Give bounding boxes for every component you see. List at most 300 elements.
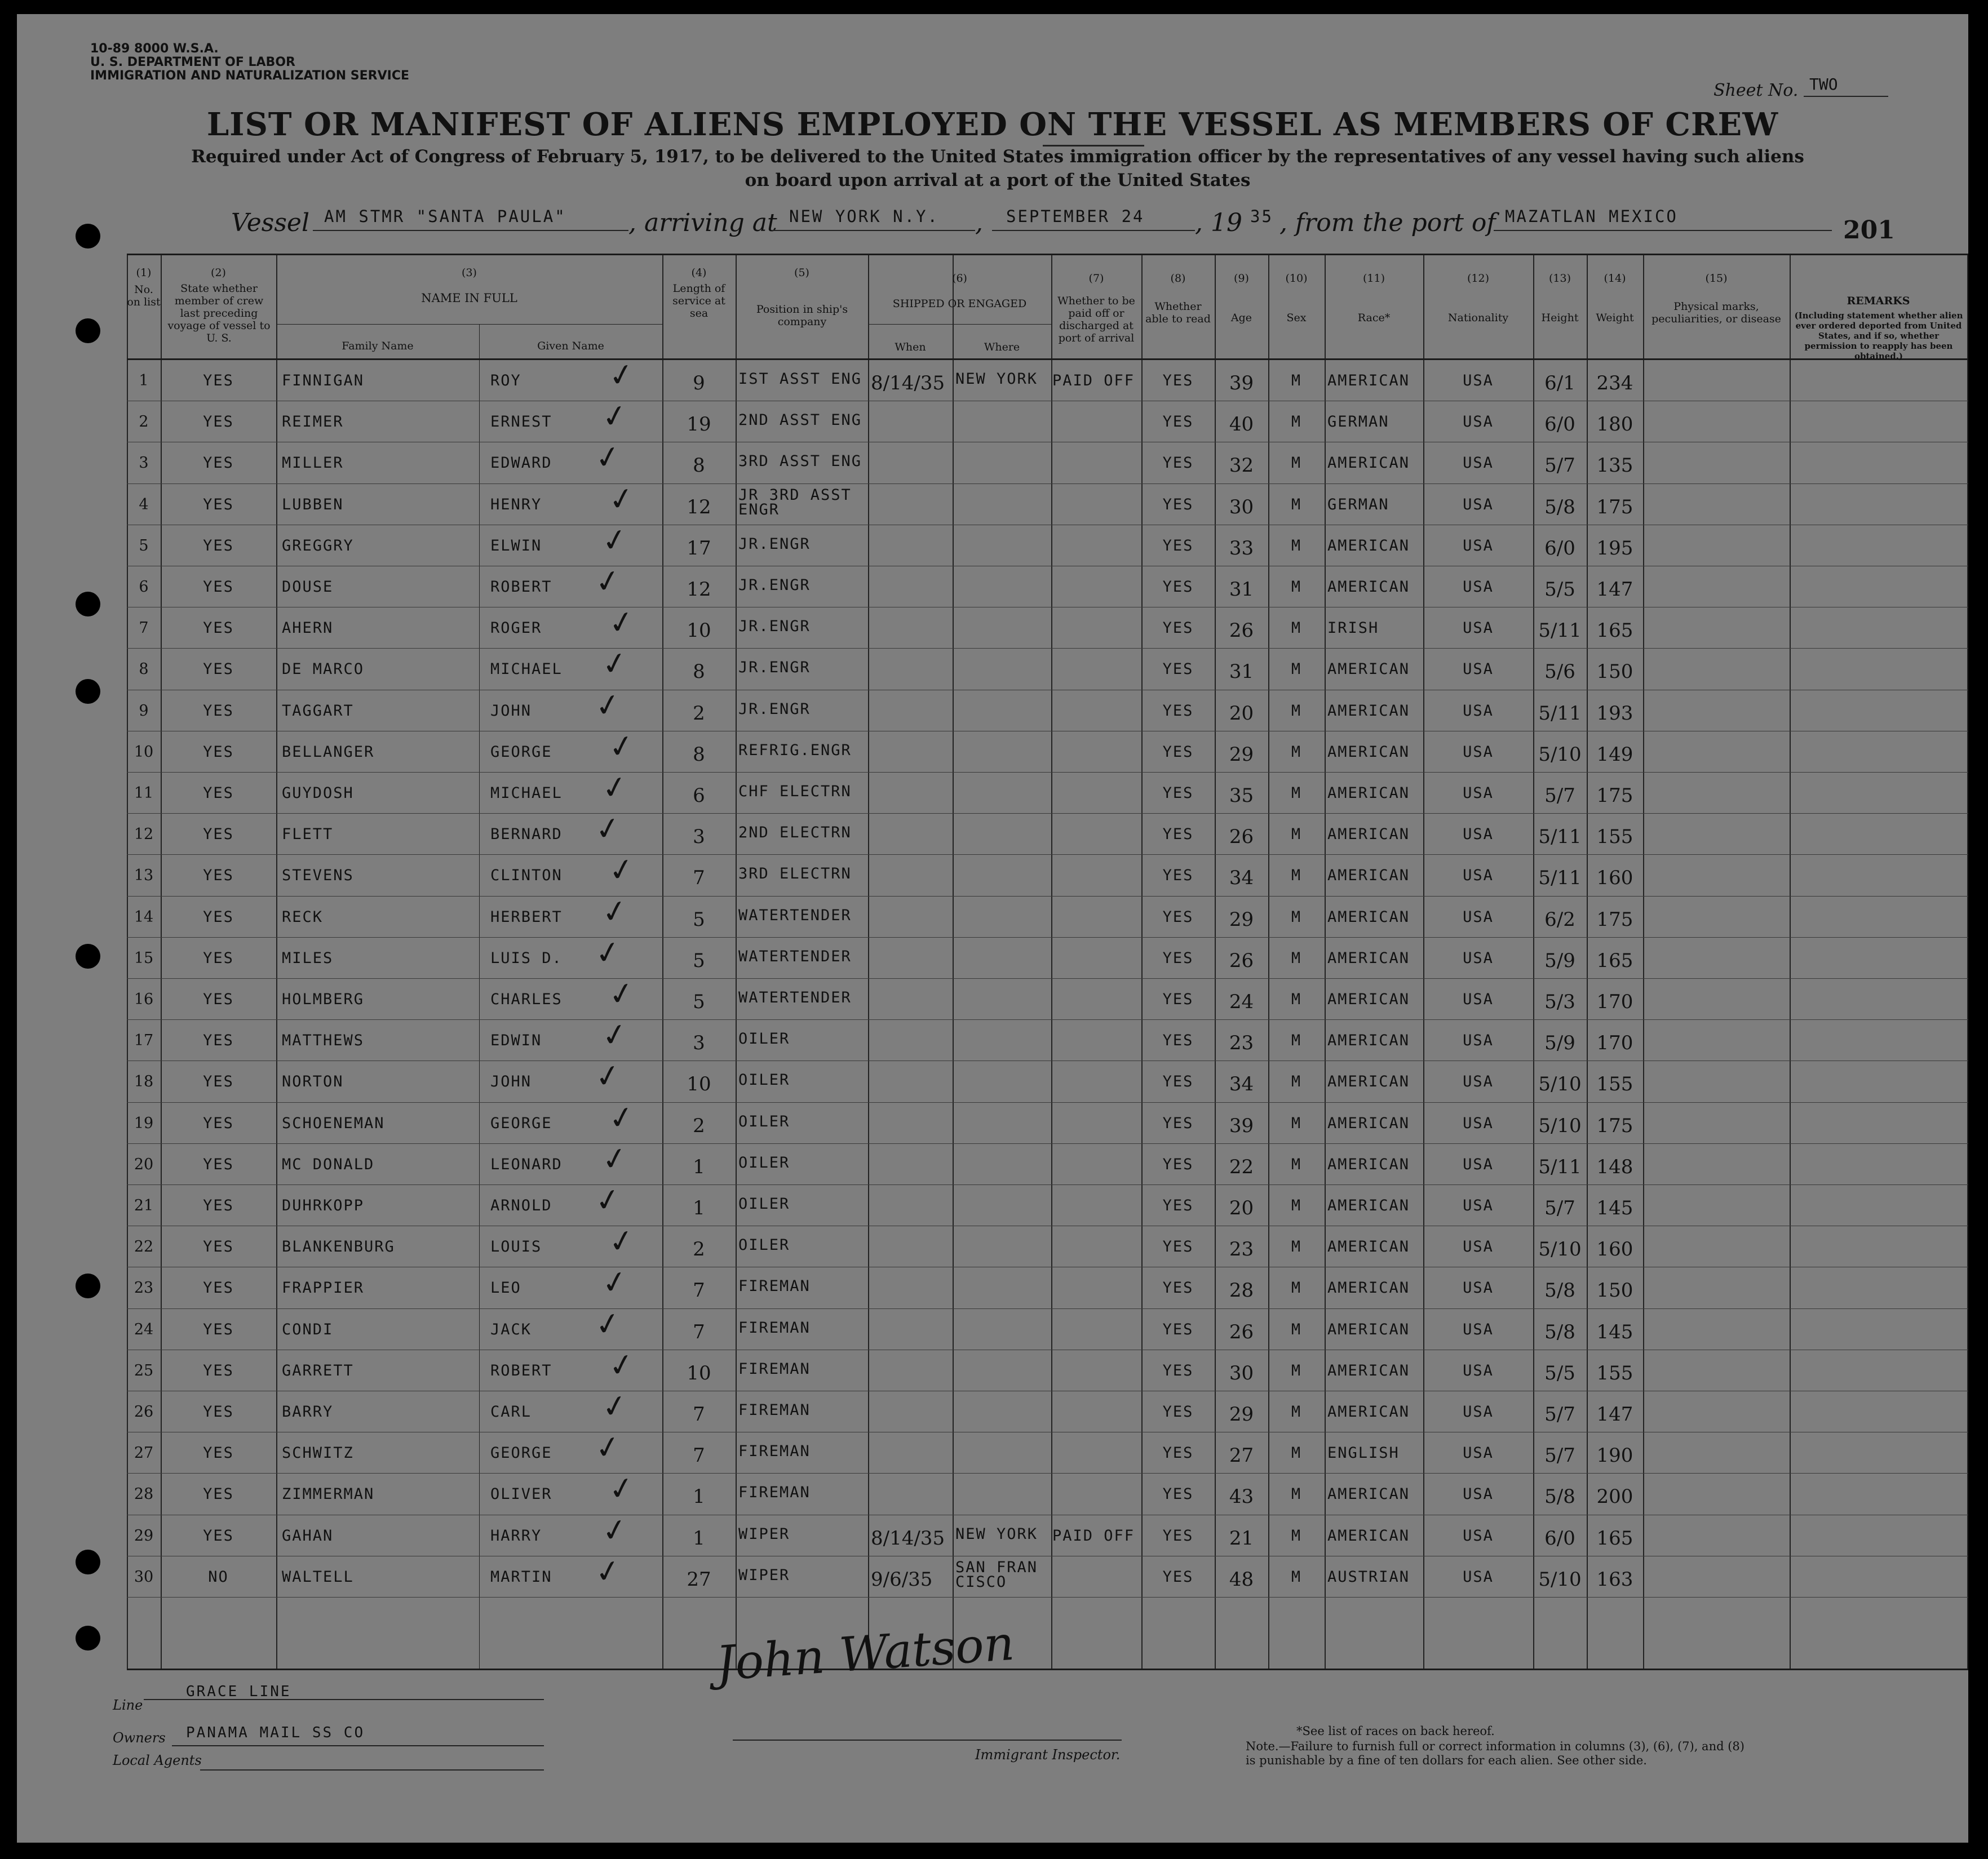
cell-race: AMERICAN: [1327, 702, 1410, 720]
cell-position: JR.ENGR: [738, 618, 811, 636]
checkmark-icon: ✓: [592, 1304, 624, 1344]
col-num-4: (4): [691, 267, 707, 279]
cell-sex: M: [1291, 495, 1302, 513]
cell-given: JOHN: [490, 702, 532, 720]
cell-no: 9: [139, 702, 149, 720]
cell-race: AMERICAN: [1327, 908, 1410, 926]
cell-position: WIPER: [738, 1566, 790, 1584]
checkmark-icon: ✓: [599, 396, 631, 436]
checkmark-icon: ✓: [605, 1221, 637, 1261]
cell-weight: 170: [1596, 1032, 1633, 1055]
cell-sex: M: [1291, 1320, 1302, 1338]
col-header-when: When: [895, 341, 926, 353]
cell-family: NORTON: [282, 1073, 344, 1091]
cell-age: 40: [1229, 413, 1254, 436]
cell-position: REFRIG.ENGR: [738, 741, 852, 759]
col-num-10: (10): [1285, 272, 1308, 285]
cell-given: CHARLES: [490, 991, 563, 1008]
cell-height: 5/7: [1544, 1197, 1575, 1219]
row-divider: [127, 937, 1968, 938]
signature: John Watson: [714, 1615, 1016, 1692]
cell-age: 31: [1229, 578, 1254, 601]
cell-no: 21: [134, 1197, 154, 1214]
cell-sex: M: [1291, 784, 1302, 802]
cell-sex: M: [1291, 1073, 1302, 1091]
cell-weight: 145: [1596, 1197, 1633, 1219]
cell-family: LUBBEN: [282, 495, 344, 513]
col-num-1: (1): [136, 267, 152, 279]
cell-height: 5/9: [1544, 1032, 1575, 1055]
cell-service: 17: [687, 536, 711, 560]
cell-weight: 195: [1596, 536, 1633, 560]
cell-age: 23: [1229, 1032, 1254, 1055]
cell-service: 1: [693, 1197, 705, 1219]
page-title: LIST OR MANIFEST OF ALIENS EMPLOYED ON THE VESSEL AS MEMBERS OF CREW: [206, 106, 1779, 143]
cell-weight: 190: [1596, 1444, 1633, 1467]
cell-read: YES: [1162, 1361, 1194, 1379]
col-header-position: Position in ship's company: [756, 303, 848, 328]
cell-family: HOLMBERG: [282, 991, 365, 1008]
cell-read: YES: [1162, 991, 1194, 1008]
cell-family: ZIMMERMAN: [282, 1485, 375, 1503]
cell-family: BARRY: [282, 1403, 334, 1421]
cell-given: HERBERT: [490, 908, 563, 926]
col-num-2: (2): [211, 267, 226, 279]
cell-no: 1: [139, 372, 149, 389]
cell-weight: 200: [1596, 1485, 1633, 1509]
cell-prev: YES: [203, 991, 234, 1008]
cell-weight: 160: [1596, 867, 1633, 890]
cell-given: MARTIN: [490, 1568, 552, 1586]
col-header-prev-voyage: State whether member of crew last preceding voyage of vessel to U. S.: [167, 282, 271, 344]
service-name: IMMIGRATION AND NATURALIZATION SERVICE: [90, 69, 410, 83]
cell-family: MC DONALD: [282, 1155, 375, 1173]
checkmark-icon: ✓: [592, 561, 624, 601]
cell-read: YES: [1162, 1403, 1194, 1421]
cell-height: 5/10: [1538, 743, 1582, 766]
cell-sex: M: [1291, 743, 1302, 761]
cell-position: WIPER: [738, 1525, 790, 1543]
manifest-number: 201: [1843, 216, 1895, 245]
col-num-11: (11): [1362, 272, 1385, 285]
cell-service: 8: [693, 743, 705, 766]
cell-no: 19: [134, 1114, 154, 1132]
punch-hole: [76, 592, 100, 616]
cell-race: AMERICAN: [1327, 578, 1410, 596]
cell-no: 5: [139, 536, 149, 554]
cell-when: 8/14/35: [871, 372, 945, 394]
cell-given: MICHAEL: [490, 660, 563, 678]
cell-sex: M: [1291, 1197, 1302, 1214]
cell-position: OILER: [738, 1112, 790, 1130]
cell-no: 29: [134, 1527, 154, 1545]
cell-age: 29: [1229, 743, 1254, 766]
col-header-shipped: SHIPPED OR ENGAGED: [892, 298, 1027, 310]
cell-family: CONDI: [282, 1320, 334, 1338]
cell-weight: 175: [1596, 908, 1633, 931]
cell-nat: USA: [1463, 908, 1494, 926]
cell-race: AMERICAN: [1327, 1073, 1410, 1091]
manifest-page: 10-89 8000 W.S.A. U. S. DEPARTMENT OF LABOR IMMIGRATION AND NATURALIZATION SERVICE Sheet No. TWO LIST OR MANIFEST OF ALIENS EMPLOYED ON THE VESSEL AS MEMBERS OF CREW Required under Act of Congress of February 5, 1917, to be delivered to the United States immigration officer by the representatives of any vessel having such aliens on board upon arrival at a port of the United States Vessel AM STMR "SANTA PAULA" , arriving at NEW YORK N.Y. , SEPTEMBER 24 , 19 35 , from the port of MAZATLAN MEXICO 201 (1) No. on list (2) State whether member of crew last preceding voyage of vessel to U. S. (3) NAME IN FULL Family Name Given Name (4) Length of service at sea (5) Position in ship's company (6) SHIPPED OR ENGAGED When Where (7) Whether to be paid off or discharged at port of arrival (8) Whether able to read (9) Age (10) Sex (11) Race* (12) Nationality (13) Height (14) Weight (15) Physical marks, peculiarities, or disease REMARKS (Including statement whether alien ever ordered deported from United States, and if so, whether permission to reapply has been obtained.) 1 YES FINNIGAN ROY 9 IST ASST ENG 8/14/35 NEW YORK PAID OFF YES 39 M AMERICAN USA 6/1 234 ✓ 2 YES REIMER ERNEST 19 2ND ASST ENG YES 40 M GERMAN USA 6/0 180 ✓ 3 YES MILLER EDWARD 8 3RD ASST ENG YES 32 M AMERICAN USA 5/7 135 ✓ 4 YES LUBBEN HENRY 12 JR 3RD ASST ENGR YES 30 M GERMAN USA 5/8 175 ✓ 5 YES GREGGRY ELWIN 17 JR.ENGR YES 33 M AMERICAN USA 6/0 195 ✓ 6 YES DOUSE ROBERT 12 JR.ENGR YES 31 M AMERICAN USA 5/5 147 ✓ 7 YES AHERN ROGER 10 JR.ENGR YES 26 M IRISH USA 5/11 165 ✓ 8 YES DE MARCO MICHAEL 8 JR.ENGR YES 31 M AMERICAN USA 5/6 150 ✓ 9 YES TAGGART JOHN 2 JR.ENGR YES 20 M AMERICAN USA 5/11 193 ✓ 10 YES BELLANGER GEORGE 8 REFRIG.ENGR YES 29 M AMERICAN USA 5/10 149 ✓ 11 YES GUYDOSH MICHAEL 6 CHF ELECTRN YES 35 M AMERICAN USA 5/7 175 ✓ 12 YES FLETT BERNARD 3 2ND ELECTRN YES 26 M AMERICAN USA 5/11 155 ✓ 13 YES STEVENS CLINTON 7 3RD ELECTRN YES 34 M AMERICAN USA 5/11 160 ✓ 14 YES RECK HERBERT 5 WATERTENDER YES 29 M AMERICAN USA 6/2 175 ✓ 15 YES MILES LUIS D. 5 WATERTENDER YES 26 M AMERICAN USA 5/9 165 ✓ 16 YES HOLMBERG CHARLES 5 WATERTENDER YES 24 M AMERICAN USA 5/3 170 ✓ 17 YES MATTHEWS EDWIN 3 OILER YES 23 M AMERICAN USA 5/9 170 ✓ 18 YES NORTON JOHN 10 OILER YES 34 M AMERICAN USA 5/10 155 ✓ 19 YES SCHOENEMAN GEORGE 2 OILER YES 39 M AMERICAN USA 5/10 175 ✓ 20 YES MC DONALD LEONARD 1 OILER YES 22 M AMERICAN USA 5/11 148 ✓ 21 YES DUHRKOPP ARNOLD 1 OILER YES 20 M AMERICAN USA 5/7 145 ✓ 22 YES BLANKENBURG LOUIS 2 OILER YES 23 M AMERICAN USA 5/10 160 ✓ 23 YES FRAPPIER LEO 7 FIREMAN YES 28 M AMERICAN USA 5/8 150 ✓ 24 YES CONDI JACK 7 FIREMAN YES 26 M AMERICAN USA 5/8 145 ✓ 25 YES GARRETT ROBERT 10 FIREMAN YES 30 M AMERICAN USA 5/5 155 ✓ 26 YES BARRY CARL 7 FIREMAN YES 29 M AMERICAN USA 5/7 147 ✓ 27 YES SCHWITZ GEORGE 7 FIREMAN YES 27 M ENGLISH USA 5/7 190 ✓ 28 YES ZIMMERMAN OLIVER 1 FIREMAN YES 43 M AMERICAN USA 5/8 200 ✓ 29 YES GAHAN HARRY 1 WIPER 8/14/35 NEW YORK PAID OFF YES 21 M AMERICAN USA 6/0 165 ✓ 30 NO WALTELL MARTIN 27 WIPER 9/6/35 SAN FRAN CISCO YES 48 M AUSTRIAN USA 5/10 163 ✓ Line GRACE LINE Owners PANAMA MAIL SS CO Local Agents John Watson Immigrant Inspector. *See list of races on back hereof. Note.—Failure to furnish full or correct information in columns (3), (6), (7), and (8) is punishable by a fine of ten dollars for each alien. See other side.: [17, 14, 1968, 1843]
cell-sex: M: [1291, 908, 1302, 926]
cell-given: HENRY: [490, 495, 542, 513]
cell-height: 5/7: [1544, 784, 1575, 807]
cell-position: 2ND ELECTRN: [738, 824, 852, 842]
cell-nat: USA: [1463, 1238, 1494, 1256]
cell-height: 5/10: [1538, 1238, 1582, 1261]
form-header: [90, 42, 409, 83]
cell-prev: YES: [203, 495, 234, 513]
cell-age: 26: [1229, 619, 1254, 642]
cell-position: OILER: [738, 1195, 790, 1213]
cell-position: JR.ENGR: [738, 700, 811, 718]
cell-read: YES: [1162, 454, 1194, 472]
col-num-5: (5): [794, 267, 809, 279]
cell-no: 24: [134, 1320, 154, 1338]
sheet-number: TWO: [1809, 75, 1838, 94]
cell-weight: 147: [1596, 578, 1633, 601]
cell-position: 3RD ELECTRN: [738, 865, 852, 883]
cell-age: 30: [1229, 1361, 1254, 1385]
cell-height: 5/5: [1544, 578, 1575, 601]
col-num-7: (7): [1088, 272, 1104, 285]
cell-nat: USA: [1463, 660, 1494, 678]
checkmark-icon: ✓: [605, 355, 637, 395]
cell-age: 21: [1229, 1527, 1254, 1550]
row-divider: [127, 978, 1968, 979]
cell-no: 28: [134, 1485, 154, 1503]
cell-age: 39: [1229, 1114, 1254, 1137]
cell-nat: USA: [1463, 1444, 1494, 1462]
cell-nat: USA: [1463, 1568, 1494, 1586]
cell-given: ERNEST: [490, 413, 552, 431]
cell-nat: USA: [1463, 619, 1494, 637]
cell-prev: YES: [203, 372, 234, 389]
cell-service: 10: [687, 1073, 711, 1096]
cell-where: NEW YORK: [955, 1525, 1038, 1543]
col-header-where: Where: [984, 341, 1020, 353]
col-num-9: (9): [1234, 272, 1249, 285]
cell-given: GEORGE: [490, 743, 552, 761]
cell-weight: 165: [1596, 619, 1633, 642]
cell-service: 5: [693, 908, 705, 931]
col-header-weight: Weight: [1596, 312, 1634, 324]
cell-weight: 163: [1596, 1568, 1633, 1591]
cell-nat: USA: [1463, 1073, 1494, 1091]
cell-service: 7: [693, 1320, 705, 1343]
cell-prev: YES: [203, 1238, 234, 1256]
cell-given: JACK: [490, 1320, 532, 1338]
cell-height: 5/9: [1544, 949, 1575, 972]
cell-position: JR.ENGR: [738, 659, 811, 677]
cell-nat: USA: [1463, 1032, 1494, 1050]
cell-family: WALTELL: [282, 1568, 354, 1586]
cell-nat: USA: [1463, 702, 1494, 720]
cell-prev: NO: [208, 1568, 229, 1586]
cell-race: GERMAN: [1327, 495, 1389, 513]
col-header-nationality: Nationality: [1447, 312, 1509, 324]
cell-service: 27: [687, 1568, 711, 1591]
cell-position: WATERTENDER: [738, 989, 852, 1006]
row-divider: [127, 1308, 1968, 1309]
row-divider: [127, 483, 1968, 484]
cell-age: 32: [1229, 454, 1254, 477]
cell-height: 5/8: [1544, 495, 1575, 518]
cell-given: CLINTON: [490, 867, 563, 885]
cell-height: 5/8: [1544, 1279, 1575, 1302]
local-agents-label: Local Agents: [113, 1752, 202, 1768]
cell-height: 5/7: [1544, 1444, 1575, 1467]
checkmark-icon: ✓: [605, 602, 637, 642]
cell-race: AMERICAN: [1327, 1485, 1410, 1503]
cell-prev: YES: [203, 578, 234, 596]
cell-sex: M: [1291, 1444, 1302, 1462]
cell-race: AMERICAN: [1327, 1238, 1410, 1256]
cell-service: 2: [693, 1114, 705, 1137]
cell-service: 7: [693, 867, 705, 890]
cell-height: 5/11: [1538, 619, 1582, 642]
cell-family: SCHOENEMAN: [282, 1114, 385, 1132]
checkmark-icon: ✓: [605, 1345, 637, 1385]
cell-service: 5: [693, 991, 705, 1013]
cell-height: 5/11: [1538, 1155, 1582, 1178]
cell-read: YES: [1162, 1114, 1194, 1132]
cell-service: 12: [687, 578, 711, 601]
row-divider: [127, 1102, 1968, 1103]
cell-family: GREGGRY: [282, 536, 354, 554]
from-label: , from the port of: [1279, 208, 1496, 237]
cell-no: 18: [134, 1073, 154, 1091]
cell-family: GAHAN: [282, 1527, 334, 1545]
cell-age: 48: [1229, 1568, 1254, 1591]
cell-sex: M: [1291, 867, 1302, 885]
cell-service: 19: [687, 413, 711, 436]
cell-service: 2: [693, 702, 705, 725]
cell-age: 26: [1229, 949, 1254, 972]
page-subtitle: Required under Act of Congress of February 5, 1917, to be delivered to the United States immigration officer by the representatives of any vessel having such aliens on board upon arrival at a port of the United States: [191, 147, 1804, 190]
cell-read: YES: [1162, 495, 1194, 513]
cell-nat: USA: [1463, 372, 1494, 389]
checkmark-icon: ✓: [599, 1262, 631, 1302]
cell-position: 3RD ASST ENG: [738, 452, 862, 471]
cell-sex: M: [1291, 826, 1302, 844]
arriving-label: , arriving at: [628, 208, 777, 237]
cell-read: YES: [1162, 702, 1194, 720]
cell-given: EDWIN: [490, 1032, 542, 1050]
cell-nat: USA: [1463, 743, 1494, 761]
cell-no: 3: [139, 454, 149, 472]
cell-height: 6/1: [1544, 372, 1575, 394]
cell-nat: USA: [1463, 1197, 1494, 1214]
cell-sex: M: [1291, 372, 1302, 389]
cell-weight: 175: [1596, 495, 1633, 518]
cell-height: 5/11: [1538, 867, 1582, 890]
col-header-remarks: REMARKS: [1847, 295, 1910, 307]
checkmark-icon: ✓: [605, 850, 637, 890]
cell-given: ROY: [490, 372, 521, 389]
cell-read: YES: [1162, 908, 1194, 926]
cell-service: 7: [693, 1444, 705, 1467]
cell-prev: YES: [203, 1155, 234, 1173]
col-header-name: NAME IN FULL: [421, 291, 517, 305]
cell-position: FIREMAN: [738, 1443, 811, 1461]
line-value: GRACE LINE: [186, 1683, 291, 1700]
cell-family: GUYDOSH: [282, 784, 354, 802]
cell-prev: YES: [203, 1444, 234, 1462]
cell-service: 7: [693, 1279, 705, 1302]
cell-weight: 234: [1596, 372, 1633, 394]
cell-no: 16: [134, 991, 154, 1008]
cell-read: YES: [1162, 1279, 1194, 1297]
cell-no: 15: [134, 949, 154, 967]
cell-race: AMERICAN: [1327, 372, 1410, 389]
cell-family: REIMER: [282, 413, 344, 431]
cell-sex: M: [1291, 1527, 1302, 1545]
cell-age: 29: [1229, 908, 1254, 931]
cell-weight: 148: [1596, 1155, 1633, 1178]
cell-prev: YES: [203, 1361, 234, 1379]
cell-sex: M: [1291, 1485, 1302, 1503]
row-divider: [127, 1473, 1968, 1474]
cell-no: 2: [139, 413, 149, 431]
cell-race: AMERICAN: [1327, 1361, 1410, 1379]
cell-no: 20: [134, 1155, 154, 1173]
cell-given: LUIS D.: [490, 949, 563, 967]
cell-position: OILER: [738, 1236, 790, 1254]
cell-weight: 135: [1596, 454, 1633, 477]
col-header-given-name: Given Name: [537, 340, 604, 352]
cell-no: 6: [139, 578, 149, 596]
cell-read: YES: [1162, 1073, 1194, 1091]
cell-prev: YES: [203, 867, 234, 885]
cell-given: BERNARD: [490, 826, 563, 844]
cell-race: AMERICAN: [1327, 784, 1410, 802]
cell-given: ROBERT: [490, 578, 552, 596]
cell-sex: M: [1291, 1238, 1302, 1256]
col-num-14: (14): [1604, 272, 1626, 285]
row-divider: [127, 1143, 1968, 1144]
cell-when: 9/6/35: [871, 1568, 933, 1591]
cell-prev: YES: [203, 454, 234, 472]
cell-given: HARRY: [490, 1527, 542, 1545]
cell-service: 8: [693, 454, 705, 477]
cell-read: YES: [1162, 1238, 1194, 1256]
cell-no: 11: [134, 784, 154, 802]
cell-prev: YES: [203, 1197, 234, 1214]
cell-race: AMERICAN: [1327, 1114, 1410, 1132]
cell-weight: 165: [1596, 1527, 1633, 1550]
cell-height: 6/0: [1544, 1527, 1575, 1550]
cell-height: 5/8: [1544, 1320, 1575, 1343]
arriving-port: NEW YORK N.Y.: [789, 207, 939, 226]
cell-family: BLANKENBURG: [282, 1238, 395, 1256]
cell-race: AUSTRIAN: [1327, 1568, 1410, 1586]
row-divider: [127, 1184, 1968, 1185]
sheet-label: Sheet No.: [1714, 81, 1799, 100]
punch-hole: [76, 944, 100, 969]
checkmark-icon: ✓: [599, 1386, 631, 1426]
cell-nat: USA: [1463, 495, 1494, 513]
cell-position: FIREMAN: [738, 1277, 811, 1295]
cell-age: 26: [1229, 826, 1254, 849]
cell-race: AMERICAN: [1327, 660, 1410, 678]
cell-read: YES: [1162, 1485, 1194, 1503]
crew-table: [127, 254, 1968, 1670]
cell-family: SCHWITZ: [282, 1444, 354, 1462]
cell-read: YES: [1162, 1444, 1194, 1462]
col-header-family-name: Family Name: [342, 340, 414, 352]
cell-position: OILER: [738, 1030, 790, 1048]
cell-read: YES: [1162, 660, 1194, 678]
checkmark-icon: ✓: [599, 891, 631, 931]
cell-sex: M: [1291, 454, 1302, 472]
cell-family: FINNIGAN: [282, 372, 365, 389]
cell-prev: YES: [203, 702, 234, 720]
punch-hole: [76, 1626, 100, 1651]
cell-height: 5/6: [1544, 660, 1575, 684]
cell-sex: M: [1291, 1032, 1302, 1050]
cell-read: YES: [1162, 867, 1194, 885]
cell-age: 35: [1229, 784, 1254, 807]
cell-service: 1: [693, 1527, 705, 1550]
cell-race: AMERICAN: [1327, 1403, 1410, 1421]
cell-read: YES: [1162, 1527, 1194, 1545]
cell-nat: USA: [1463, 1279, 1494, 1297]
cell-height: 5/10: [1538, 1568, 1582, 1591]
cell-service: 2: [693, 1238, 705, 1261]
cell-nat: USA: [1463, 1320, 1494, 1338]
cell-nat: USA: [1463, 413, 1494, 431]
cell-prev: YES: [203, 619, 234, 637]
col-header-age: Age: [1230, 312, 1252, 324]
cell-read: YES: [1162, 1032, 1194, 1050]
row-divider: [127, 772, 1968, 773]
row-divider: [127, 1597, 1968, 1598]
cell-weight: 170: [1596, 991, 1633, 1013]
cell-when: 8/14/35: [871, 1527, 945, 1550]
cell-read: YES: [1162, 1155, 1194, 1173]
cell-no: 4: [139, 495, 149, 513]
cell-prev: YES: [203, 908, 234, 926]
row-divider: [127, 813, 1968, 814]
cell-age: 28: [1229, 1279, 1254, 1302]
cell-height: 5/11: [1538, 826, 1582, 849]
cell-given: GEORGE: [490, 1114, 552, 1132]
cell-sex: M: [1291, 991, 1302, 1008]
cell-read: YES: [1162, 413, 1194, 431]
col-header-read: Whether able to read: [1145, 300, 1211, 325]
cell-age: 34: [1229, 1073, 1254, 1096]
checkmark-icon: ✓: [605, 479, 637, 519]
cell-race: AMERICAN: [1327, 1155, 1410, 1173]
cell-age: 22: [1229, 1155, 1254, 1178]
cell-nat: USA: [1463, 949, 1494, 967]
cell-where: SAN FRAN CISCO: [955, 1558, 1038, 1591]
cell-sex: M: [1291, 578, 1302, 596]
checkmark-icon: ✓: [605, 1468, 637, 1509]
cell-no: 25: [134, 1361, 154, 1379]
cell-prev: YES: [203, 826, 234, 844]
cell-given: ELWIN: [490, 536, 542, 554]
cell-sex: M: [1291, 1279, 1302, 1297]
cell-nat: USA: [1463, 1114, 1494, 1132]
cell-position: FIREMAN: [738, 1360, 811, 1378]
cell-weight: 180: [1596, 413, 1633, 436]
cell-height: 5/11: [1538, 702, 1582, 725]
cell-position: IST ASST ENG: [738, 370, 862, 388]
cell-position: CHF ELECTRN: [738, 783, 852, 800]
cell-no: 12: [134, 826, 154, 844]
